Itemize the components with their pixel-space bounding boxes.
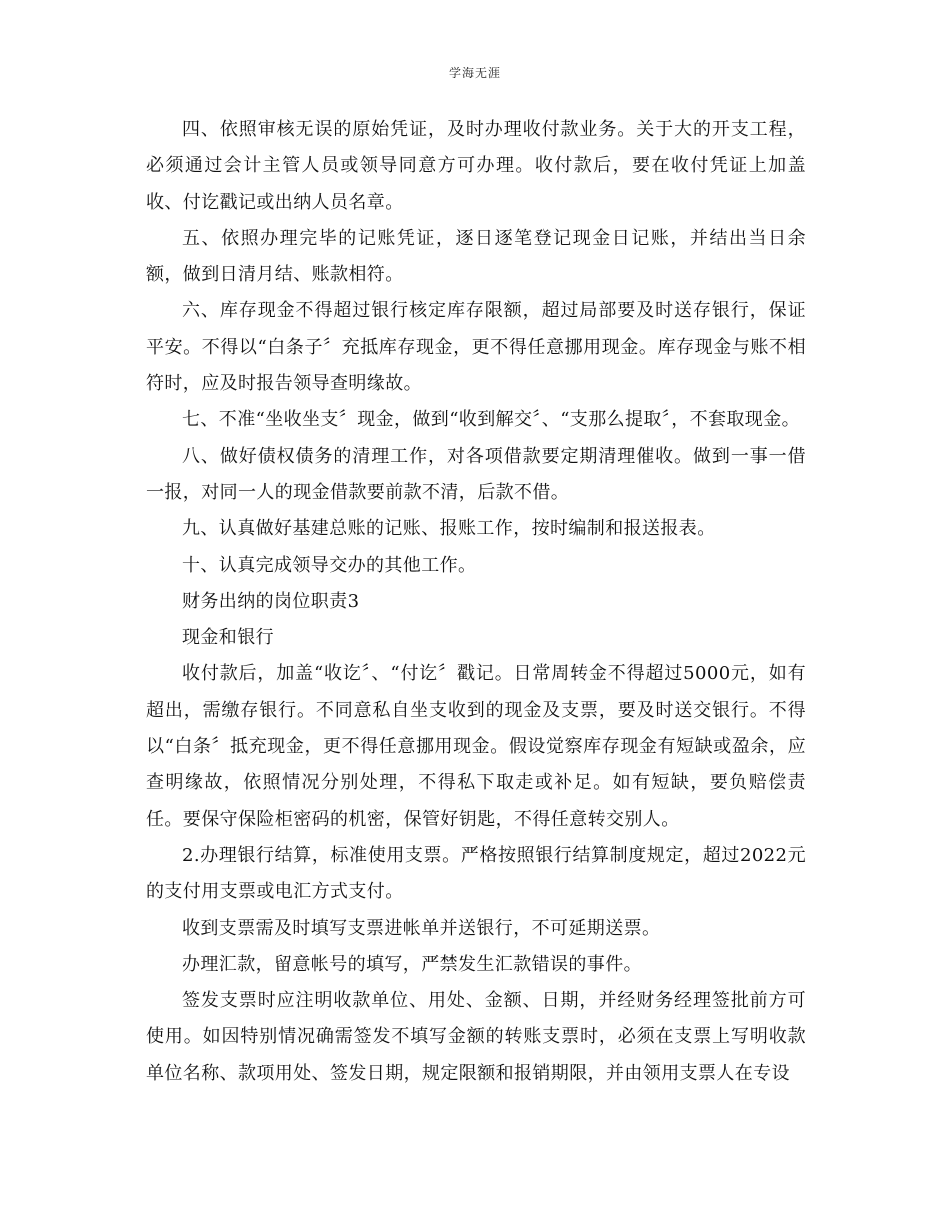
document-body <box>146 112 806 1092</box>
paragraph-cash: 收付款后，加盖“收讫〞、“付讫〞戳记。日常周转金不得超过5000元，如有超出，需缴存银行。不同意私自坐支收到的现金及支票，要及时送交银行。不得以“白条〞抵充现金，更不得任意挪用现金。假设觉察库存现金有短缺或盈余，应查明缘故，依照情况分别处理，不得私下取走或补足。如有短缺，要负赔偿责任。要保守保险柜密码的机密，保管好钥匙，不得任意转交别人。 <box>146 663 806 830</box>
paragraph-item-9: 九、认真做好基建总账的记账、报账工作，按时编制和报送报表。 <box>182 518 716 540</box>
page-header: 学海无涯 <box>448 66 501 80</box>
paragraph-item-8: 八、做好债权债务的清理工作，对各项借款要定期清理催收。做到一事一借一报，对同一人的现金借款要前款不清，后款不借。 <box>146 445 806 503</box>
paragraph-item-5: 五、依照办理完毕的记账凭证，逐日逐笔登记现金日记账，并结出当日余额，做到日清月结、账款相符。 <box>146 227 806 286</box>
paragraph-check-deposit: 收到支票需及时填写支票进帐单并送银行，不可延期送票。 <box>182 917 661 939</box>
paragraph-bank-settlement: 2.办理银行结算，标准使用支票。严格按照银行结算制度规定，超过2022元的支付用支票或电汇方式支付。 <box>146 844 806 903</box>
section-heading: 财务出纳的岗位职责3 <box>182 590 360 612</box>
paragraph-item-10: 十、认真完成领导交办的其他工作。 <box>182 554 477 576</box>
subsection-heading: 现金和银行 <box>182 627 274 649</box>
paragraph-item-4: 四、依照审核无误的原始凭证，及时办理收付款业务。关于大的开支工程，必须通过会计主管人员或领导同意方可办理。收付款后，要在收付凭证上加盖收、付讫戳记或出纳人员名章。 <box>146 119 806 213</box>
paragraph-item-6: 六、库存现金不得超过银行核定库存限额，超过局部要及时送存银行，保证平安。不得以“白条子〞充抵库存现金，更不得任意挪用现金。库存现金与账不相符时，应及时报告领导查明缘故。 <box>146 300 806 395</box>
paragraph-item-7: 七、不准“坐收坐支〞现金，做到“收到解交〞、“支那么提取〞，不套取现金。 <box>182 409 801 431</box>
paragraph-remittance: 办理汇款，留意帐号的填写，严禁发生汇款错误的事件。 <box>182 953 642 975</box>
paragraph-check-issuing: 签发支票时应注明收款单位、用处、金额、日期，并经财务经理签批前方可使用。如因特别情况确需签发不填写金额的转账支票时，必须在支票上写明收款单位名称、款项用处、签发日期，规定限额和报销期限，并由领用支票人在专设 <box>146 990 806 1084</box>
